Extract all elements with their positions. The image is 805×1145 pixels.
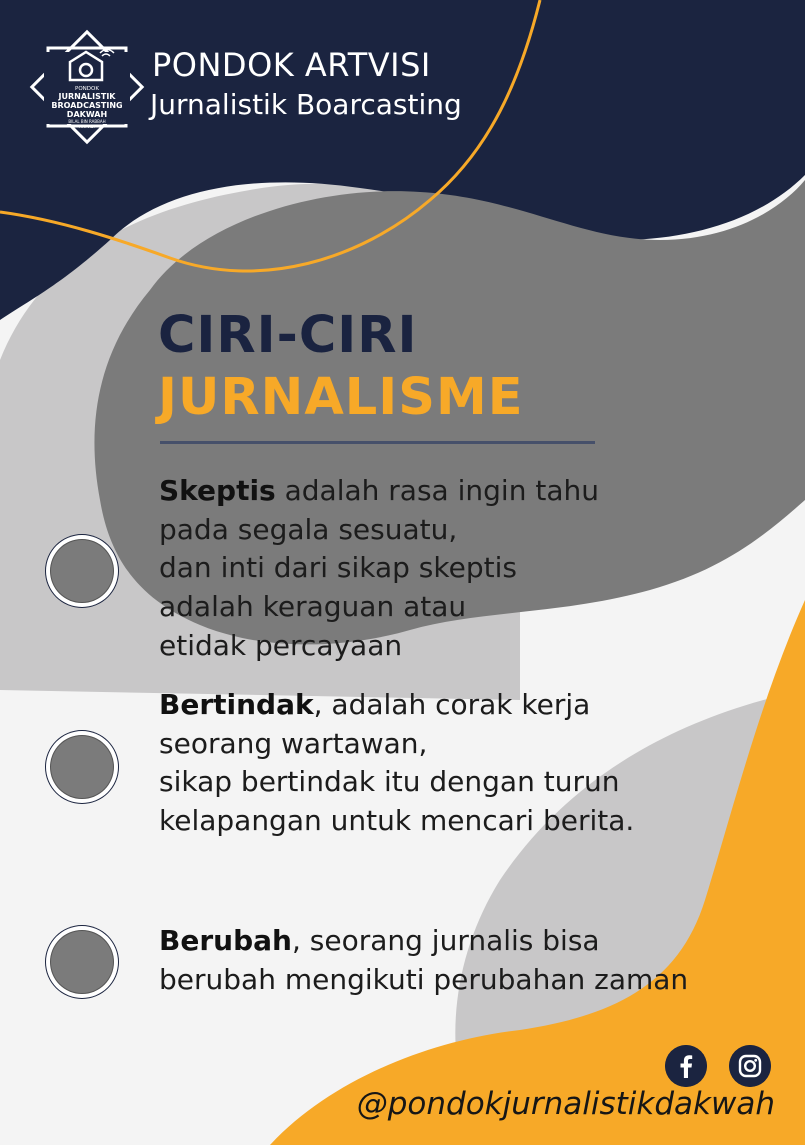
point-keyword: Skeptis <box>159 474 276 507</box>
point-text: , seorang jurnalis bisa <box>291 924 600 957</box>
bullet-inner <box>51 736 113 798</box>
brand-name: PONDOK ARTVISI <box>152 46 431 84</box>
logo-text-line1: JURNALISTIK <box>58 92 116 101</box>
point-line: dan inti dari sikap skeptis <box>159 551 517 585</box>
bullet-inner <box>51 931 113 993</box>
point-line <box>159 922 688 961</box>
logo-badge <box>22 22 152 152</box>
logo-text-line2: BROADCASTING <box>51 101 123 110</box>
point-line: adalah keraguan atau <box>159 590 467 624</box>
point-line: pada segala sesuatu, <box>159 512 458 546</box>
social-handle[interactable]: @pondokjurnalistikdakwah <box>356 1086 775 1122</box>
point-line <box>159 686 634 725</box>
bullet-inner <box>51 540 113 602</box>
point-skeptis <box>159 472 599 666</box>
facebook-icon[interactable] <box>665 1045 707 1087</box>
bullet-circle <box>46 535 118 607</box>
bullet-circle <box>46 926 118 998</box>
point-line: etidak percayaan <box>159 628 403 662</box>
logo-text-bottom1: BILAL BIN RABBAH <box>68 119 106 124</box>
point-line <box>159 472 599 511</box>
logo-text-top: PONDOK <box>75 86 99 92</box>
point-line: berubah mengikuti perubahan zaman <box>159 962 689 996</box>
instagram-icon[interactable] <box>729 1045 771 1087</box>
logo-text-line3: DAKWAH <box>66 110 108 119</box>
point-berubah <box>159 922 688 999</box>
point-text: , adalah corak kerja <box>313 688 591 721</box>
point-line: seorang wartawan, <box>159 726 428 760</box>
bullet-circle <box>46 731 118 803</box>
logo-text-bottom2: ARTVISI <box>79 124 95 129</box>
point-bertindak <box>159 686 634 841</box>
point-keyword: Bertindak <box>159 688 314 721</box>
heading-line-1: CIRI-CIRI <box>158 306 418 365</box>
point-text: adalah rasa ingin tahu <box>275 474 599 507</box>
heading-divider <box>160 441 595 444</box>
point-line: kelapangan untuk mencari berita. <box>159 804 635 838</box>
brand-tagline: Jurnalistik Boarcasting <box>150 88 462 121</box>
point-line: sikap bertindak itu dengan turun <box>159 765 620 799</box>
point-keyword: Berubah <box>159 924 292 957</box>
heading-line-2: JURNALISME <box>158 368 524 427</box>
